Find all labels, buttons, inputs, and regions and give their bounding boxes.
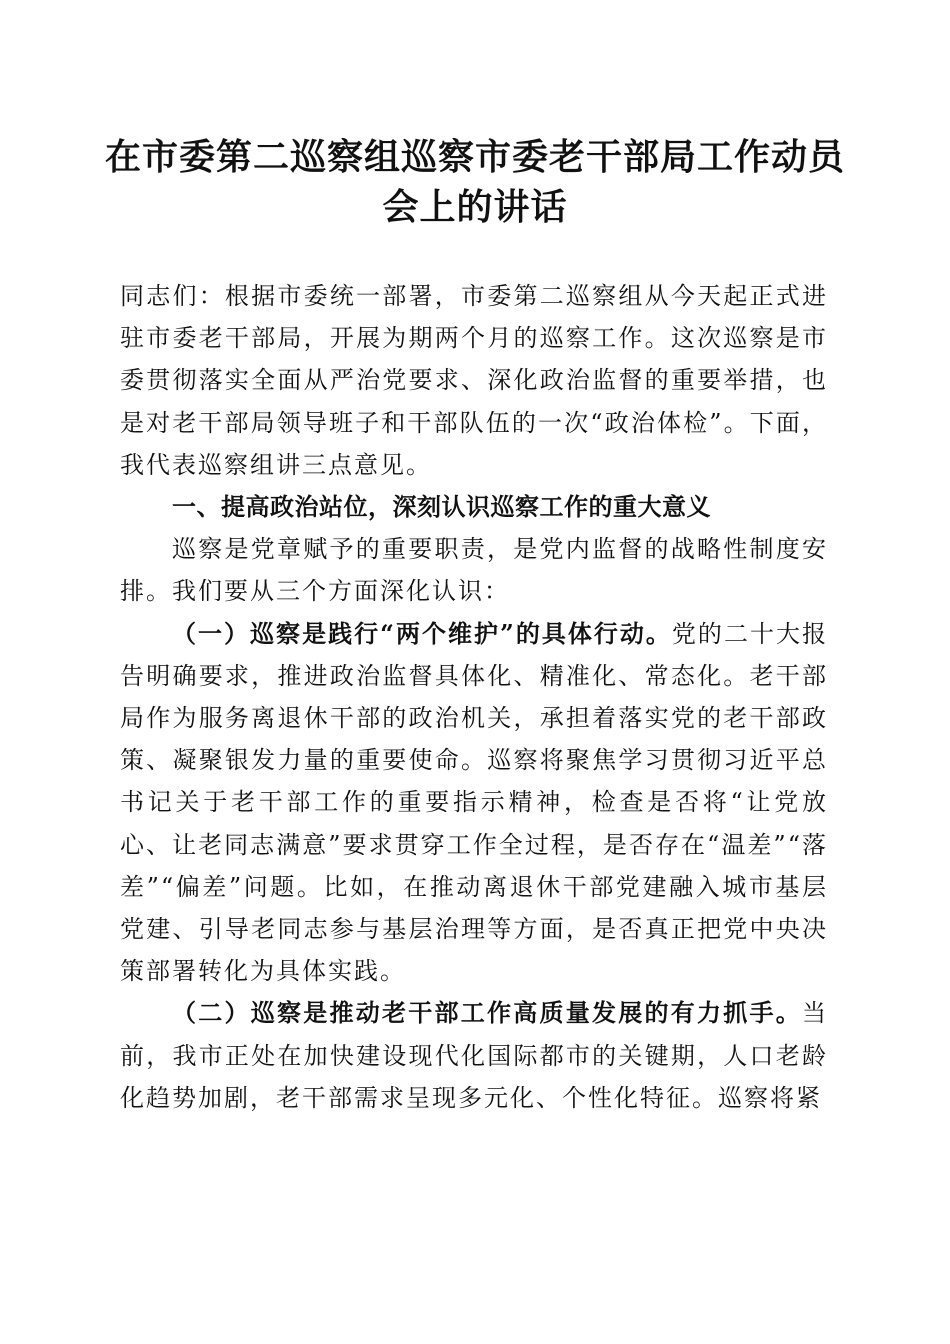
point-1-paragraph: [120, 613, 828, 993]
title-line-2: 会上的讲话: [382, 186, 568, 228]
point-1-lead: （一）巡察是践行“两个维护”的具体行动。: [172, 618, 672, 648]
title-line-1: 在市委第二巡察组巡察市委老干部局工作动员: [104, 136, 845, 178]
intro-paragraph: 同志们：根据市委统一部署，市委第二巡察组从今天起正式进驻市委老干部局，开展为期两个月的巡察工作。这次巡察是市委贯彻落实全面从严治党要求、深化政治监督的重要举措，也是对老干部局领导班子和干部队伍的一次“政治体检”。下面，我代表巡察组讲三点意见。: [120, 282, 828, 479]
point-1-body: 党的二十大报告明确要求，推进政治监督具体化、精准化、常态化。老干部局作为服务离退休干部的政治机关，承担着落实党的老干部政策、凝聚银发力量的重要使命。巡察将聚焦学习贯彻习近平总书记关于老干部工作的重要指示精神，检查是否将“让党放心、让老同志满意”要求贯穿工作全过程，是否存在“温差”“落差”“偏差”问题。比如，在推动离退休干部党建融入城市基层党建、引导老同志参与基层治理等方面，是否真正把党中央决策部署转化为具体实践。: [120, 619, 828, 986]
document-body: [120, 275, 828, 1119]
paragraph-1: 巡察是党章赋予的重要职责，是党内监督的战略性制度安排。我们要从三个方面深化认识：: [120, 535, 828, 606]
point-2-body: 当前，我市正处在加快建设现代化国际都市的关键期，人口老龄化趋势加剧，老干部需求呈现多元化、个性化特征。巡察将紧: [120, 999, 828, 1112]
point-2-lead: （二）巡察是推动老干部工作高质量发展的有力抓手。: [172, 998, 802, 1028]
section-heading-1: 一、提高政治站位，深刻认识巡察工作的重大意义: [172, 493, 711, 522]
point-2-paragraph: [120, 992, 828, 1119]
document-title: [100, 132, 850, 232]
